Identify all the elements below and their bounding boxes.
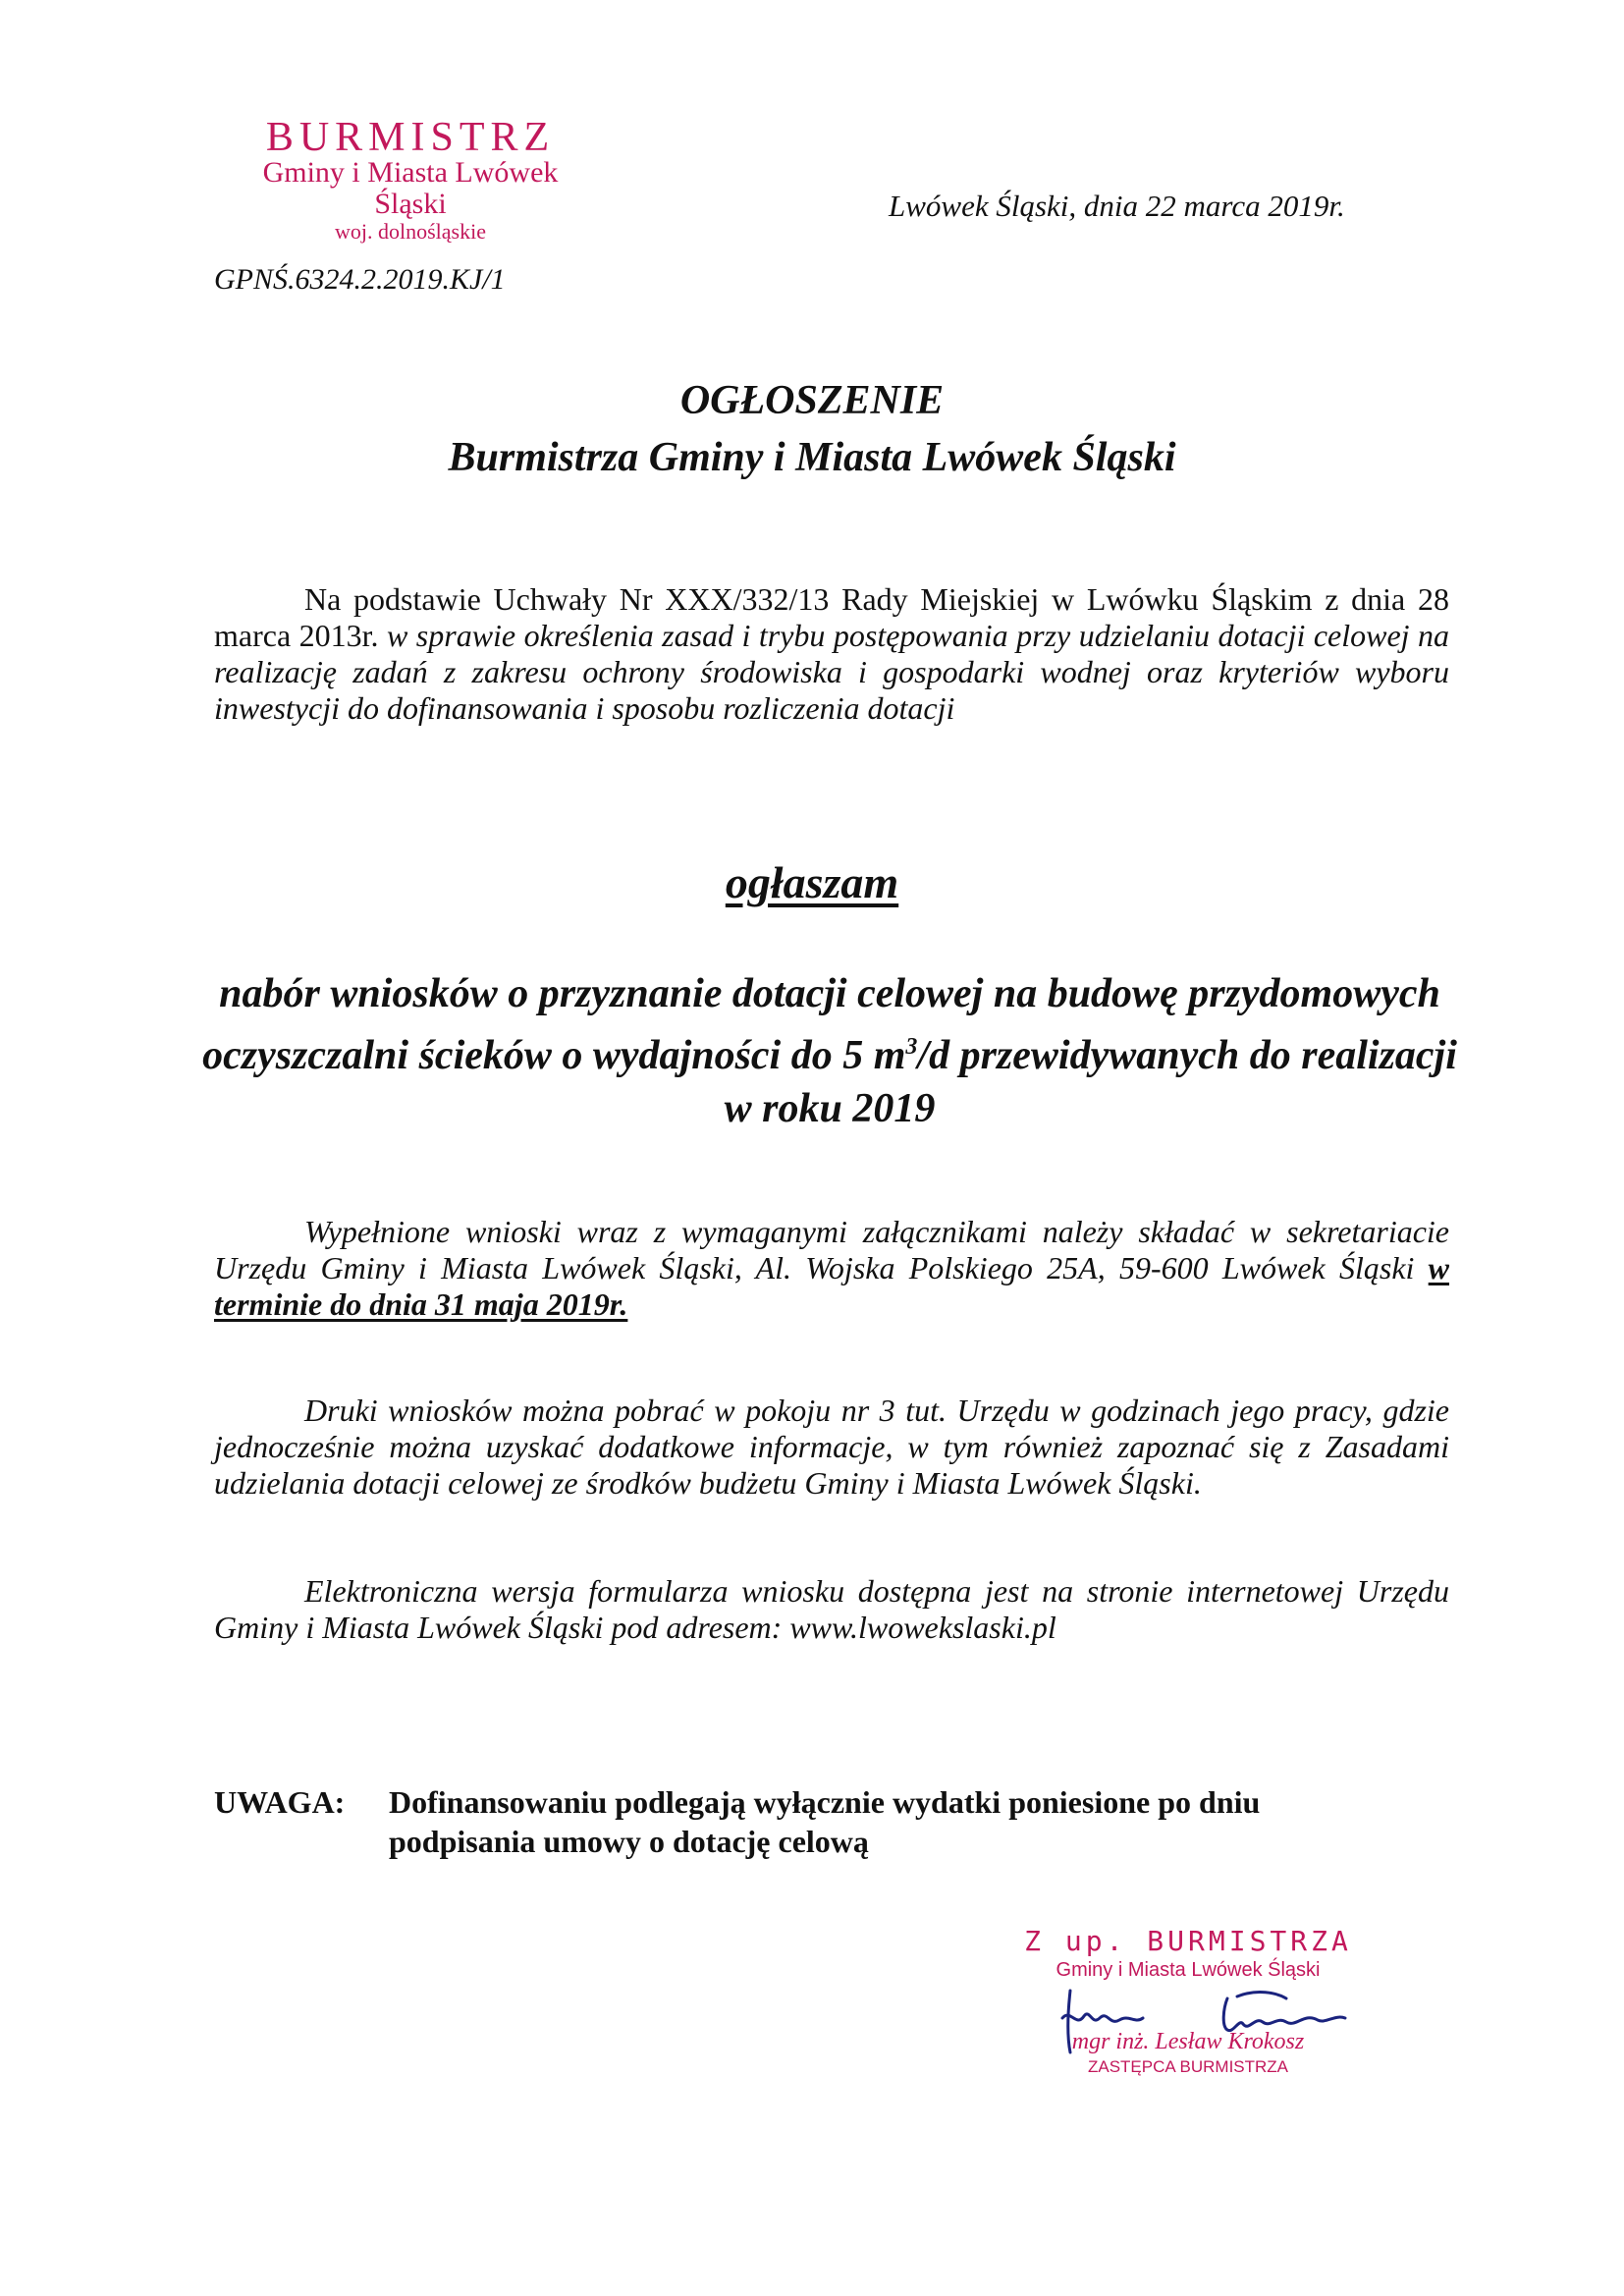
document-subtitle: Burmistrza Gminy i Miasta Lwówek Śląski xyxy=(448,435,1176,480)
signatory-name: mgr inż. Lesław Krokosz xyxy=(1071,2029,1305,2054)
subject-part-2: /d przewidywanych do realizacji w roku 2019 xyxy=(724,1033,1457,1131)
signatory-position: ZASTĘPCA BURMISTRZA xyxy=(1087,2057,1289,2076)
submission-text: Wypełnione wnioski wraz z wymaganymi załącznikami należy składać w sekretariacie Urzędu Gminy i Miasta Lwówek Śląski, Al. Wojska Polskiego 25A, 59-600 Lwówek Śląski xyxy=(214,1214,1449,1285)
announce-word: ogłaszam xyxy=(725,857,899,907)
intro-paragraph xyxy=(214,581,1449,727)
reference-number: GPNŚ.6324.2.2019.KJ/1 xyxy=(214,263,506,296)
announce-heading xyxy=(0,856,1624,908)
submission-paragraph xyxy=(214,1214,1449,1323)
note-line-1: Dofinansowaniu podlegają wyłącznie wydatki poniesione po dniu xyxy=(389,1784,1261,1820)
signature-stamp-title: Z up. BURMISTRZA xyxy=(1024,1925,1352,1957)
online-form-paragraph: Elektroniczna wersja formularza wniosku dostępna jest na stronie internetowej Urzędu Gminy i Miasta Lwówek Śląski pod adresem: www.lwowekslaski.pl xyxy=(214,1573,1449,1645)
subject-superscript: 3 xyxy=(905,1034,918,1060)
document-title: OGŁOSZENIE xyxy=(679,378,945,423)
handwritten-signature xyxy=(1041,1979,1365,2057)
forms-paragraph: Druki wniosków można pobrać w pokoju nr 3 tut. Urzędu w godzinach jego pracy, gdzie jednocześnie można uzyskać dodatkowe informacje, w tym również zapoznać się z Zasadami udzielania dotacji celowej ze środków budżetu Gminy i Miasta Lwówek Śląski. xyxy=(214,1393,1449,1501)
announcement-subject xyxy=(196,967,1463,1135)
note-label: UWAGA: xyxy=(214,1784,346,1820)
note-line-2: podpisania umowy o dotację celową xyxy=(389,1824,869,1859)
signature-stamp-municipality: Gminy i Miasta Lwówek Śląski xyxy=(1056,1959,1321,1981)
subject-part-1: nabór wniosków o przyznanie dotacji celowej na budowę przydomowych oczyszczalni ścieków o wydajności do 5 m xyxy=(202,971,1440,1078)
mayor-stamp xyxy=(224,116,597,244)
intro-legal-basis: Na podstawie Uchwały Nr XXX/332/13 Rady Miejskiej w Lwówku Śląskim z dnia 28 marca 2013r. xyxy=(214,581,1449,653)
submission-deadline: w terminie do dnia 31 maja 2019r. xyxy=(214,1250,1450,1322)
note-block xyxy=(214,1782,1453,1861)
intro-resolution-subject: w sprawie określenia zasad i trybu postępowania przy udzielaniu dotacji celowej na realizację zadań z zakresu ochrony środowiska i gospodarki wodnej oraz kryteriów wyboru inwestycji do dofinansowania i sposobu rozliczenia dotacji xyxy=(214,618,1450,726)
document-date: Lwówek Śląski, dnia 22 marca 2019r. xyxy=(889,189,1345,223)
stamp-voivodeship: woj. dolnośląskie xyxy=(335,219,486,244)
stamp-title: BURMISTRZ xyxy=(265,115,556,160)
stamp-municipality: Gminy i Miasta Lwówek Śląski xyxy=(262,156,559,220)
